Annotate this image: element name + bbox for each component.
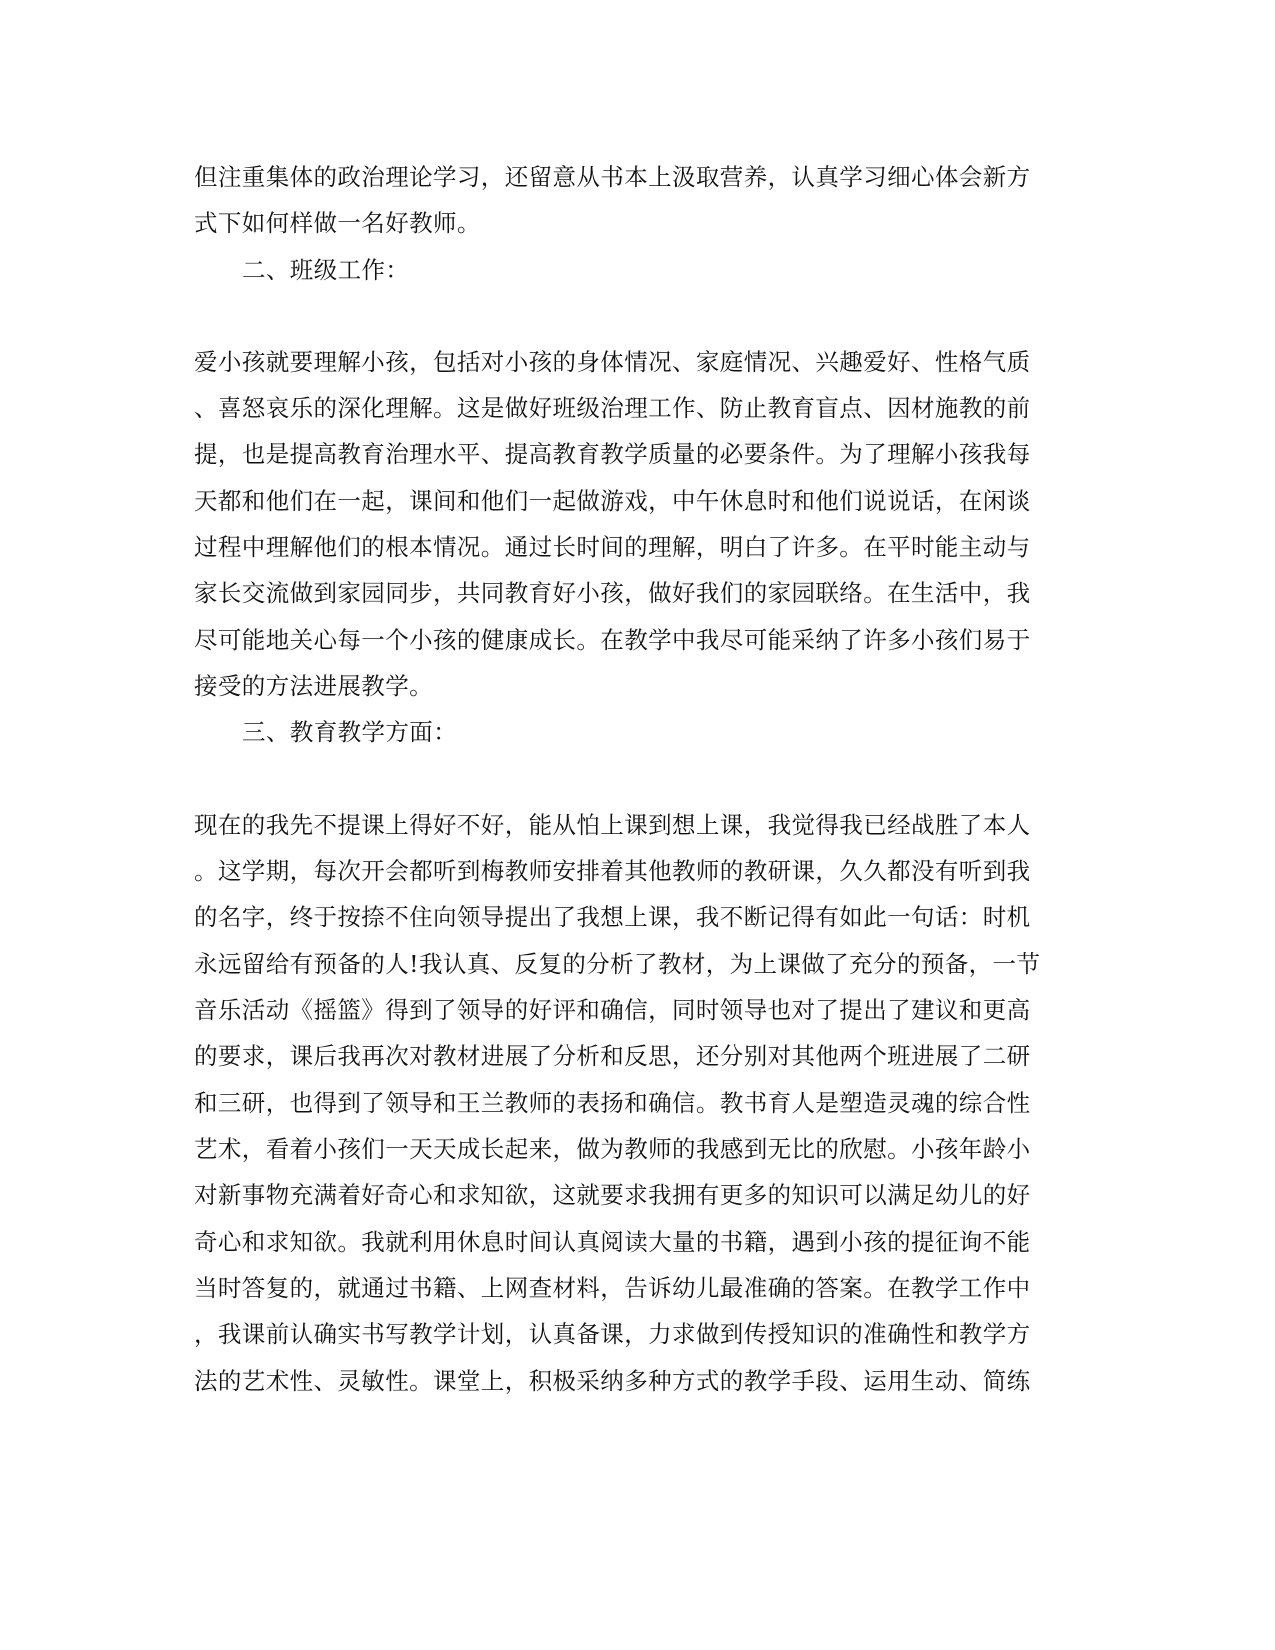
body-text-line: 、喜怒哀乐的深化理解。这是做好班级治理工作、防止教育盲点、因材施教的前 [194,394,1031,422]
body-text-line: 但注重集体的政治理论学习，还留意从书本上汲取营养，认真学习细心体会新方 [194,163,1031,191]
body-text-line: 过程中理解他们的根本情况。通过长时间的理解，明白了许多。在平时能主动与 [194,533,1031,561]
body-text-line: 提，也是提高教育治理水平、提高教育教学质量的必要条件。为了理解小孩我每 [194,440,1031,468]
body-text-line: 对新事物充满着好奇心和求知欲，这就要求我拥有更多的知识可以满足幼儿的好 [194,1181,1031,1209]
section-heading: 二、班级工作： [242,256,410,284]
body-text-line: 和三研，也得到了领导和王兰教师的表扬和确信。教书育人是塑造灵魂的综合性 [194,1089,1031,1117]
body-text-line: 奇心和求知欲。我就利用休息时间认真阅读大量的书籍，遇到小孩的提征询不能 [194,1228,1031,1256]
body-text-line: 家长交流做到家园同步，共同教育好小孩，做好我们的家园联络。在生活中，我 [194,579,1031,607]
body-text-line: 爱小孩就要理解小孩，包括对小孩的身体情况、家庭情况、兴趣爱好、性格气质 [194,348,1031,376]
body-text-line: 式下如何样做一名好教师。 [194,209,481,237]
body-text-line: ，我课前认确实书写教学计划，认真备课，力求做到传授知识的准确性和教学方 [194,1320,1031,1348]
body-text-line: 现在的我先不提课上得好不好，能从怕上课到想上课，我觉得我已经战胜了本人 [194,811,1031,839]
section-heading: 三、教育教学方面： [242,718,458,746]
body-text-line: 法的艺术性、灵敏性。课堂上，积极采纳多种方式的教学手段、运用生动、简练 [194,1367,1031,1395]
body-text-line: 。这学期，每次开会都听到梅教师安排着其他教师的教研课，久久都没有听到我 [194,857,1031,885]
body-text-line: 音乐活动《摇篮》得到了领导的好评和确信，同时领导也对了提出了建议和更高 [194,996,1031,1024]
body-text-line: 当时答复的，就通过书籍、上网查材料，告诉幼儿最准确的答案。在教学工作中 [194,1274,1031,1302]
body-text-line: 尽可能地关心每一个小孩的健康成长。在教学中我尽可能采纳了许多小孩们易于 [194,626,1031,654]
body-text-line: 接受的方法进展教学。 [194,672,433,700]
body-text-line: 艺术，看着小孩们一天天成长起来，做为教师的我感到无比的欣慰。小孩年龄小 [194,1135,1031,1163]
body-text-line: 天都和他们在一起，课间和他们一起做游戏，中午休息时和他们说说话，在闲谈 [194,487,1031,515]
body-text-line: 的名字，终于按捺不住向领导提出了我想上课，我不断记得有如此一句话：时机 [194,903,1031,931]
body-text-line: 永远留给有预备的人!我认真、反复的分析了教材，为上课做了充分的预备，一节 [194,950,1041,978]
body-text-line: 的要求，课后我再次对教材进展了分析和反思，还分别对其他两个班进展了二研 [194,1042,1031,1070]
